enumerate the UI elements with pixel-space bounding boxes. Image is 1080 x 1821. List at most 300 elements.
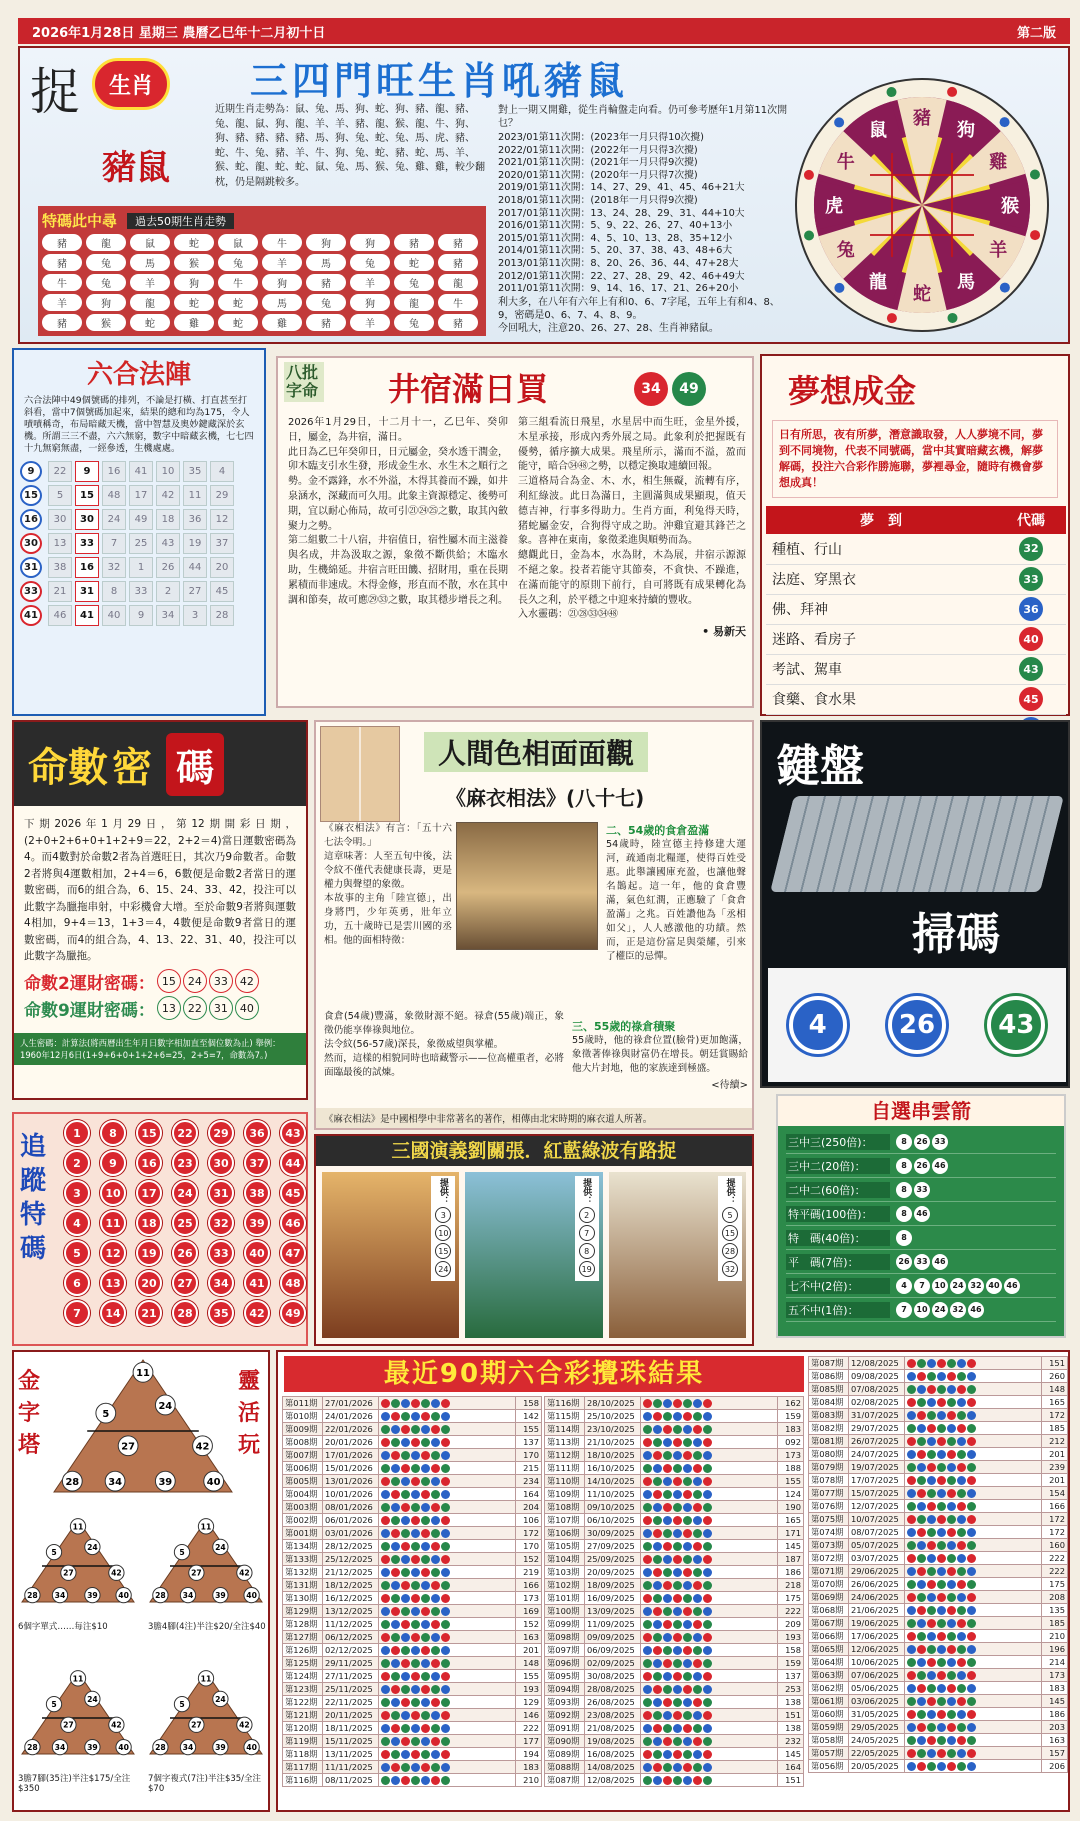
result-ball xyxy=(381,1763,390,1772)
draw-date: 22/05/2025 xyxy=(849,1747,905,1760)
draw-number: 第132期 xyxy=(283,1566,323,1579)
card-guan xyxy=(465,1172,602,1338)
magic-cell: 31 xyxy=(75,581,99,602)
draw-sum: 171 xyxy=(778,1527,804,1540)
result-ball xyxy=(927,1515,936,1524)
provided-number: 32 xyxy=(722,1261,738,1277)
result-ball xyxy=(431,1555,440,1564)
drawn-balls xyxy=(379,1410,516,1423)
combo-row xyxy=(786,1202,1056,1226)
result-ball xyxy=(957,1411,966,1420)
result-ball xyxy=(947,1645,956,1654)
magic-cell: 30 xyxy=(75,509,99,530)
draw-sum: 201 xyxy=(516,1644,542,1657)
result-ball xyxy=(957,1463,966,1472)
tracking-cell: 4 xyxy=(64,1210,90,1236)
wheel-label: 蛇 xyxy=(913,284,931,305)
result-ball xyxy=(907,1437,916,1446)
result-ball xyxy=(411,1464,420,1473)
result-ball xyxy=(917,1502,926,1511)
result-ball xyxy=(391,1516,400,1525)
drawn-balls xyxy=(379,1579,516,1592)
result-ball xyxy=(937,1554,946,1563)
tracking-cell: 6 xyxy=(64,1270,90,1296)
draw-date: 30/09/2025 xyxy=(585,1527,641,1540)
pyramid-caption-3: 3膽7腳(35注)半注$175/全注$350 xyxy=(18,1774,131,1794)
face-subtitle: 《麻衣相法》(八十七) xyxy=(446,786,645,810)
zodiac-cell: 羊 xyxy=(350,274,390,291)
result-ball xyxy=(927,1749,936,1758)
result-ball xyxy=(381,1698,390,1707)
result-row xyxy=(809,1656,1068,1669)
dream-intro: 日有所思，夜有所夢，潛意識取發，人人夢境不同，夢到不同境物，代表不同號碼，當中其實暗藏玄機，解夢解碼，投注六合彩作勝施聯，夢裡尋金，隨時有機會夢想成真！ xyxy=(772,420,1058,498)
result-ball xyxy=(937,1424,946,1433)
draw-date: 21/08/2025 xyxy=(585,1722,641,1735)
result-ball xyxy=(907,1762,916,1771)
result-ball xyxy=(401,1685,410,1694)
result-ball xyxy=(391,1568,400,1577)
zodiac-cell: 蛇 xyxy=(218,314,258,331)
result-ball xyxy=(683,1776,692,1785)
zodiac-trend-text: 近期生肖走勢為：鼠、兔、馬、狗、蛇、狗、豬、龍、豬、兔、龍、鼠、狗、龍、羊、羊、豬、龍、猴、龍、牛、狗、狗、豬、豬、豬、豬、馬、狗、兔、蛇、兔、馬、虎、豬、蛇、牛、兔、豬、羊、牛、狗、兔、蛇、豬、蛇、馬、羊、猴、蛇、龍、蛇、蛇、鼠、兔、馬、猴、兔、雞、雞，較少翻枕，仍是隔跳較多。 xyxy=(215,104,485,188)
draw-number: 第001期 xyxy=(283,1527,323,1540)
edition-label: 第二版 xyxy=(1016,25,1056,41)
result-ball xyxy=(927,1398,936,1407)
draw-sum: 210 xyxy=(516,1774,542,1787)
draw-sum: 165 xyxy=(1042,1396,1068,1409)
pyramid-number: 40 xyxy=(206,1476,221,1488)
result-row xyxy=(545,1735,804,1748)
result-ball xyxy=(381,1542,390,1551)
result-ball xyxy=(683,1399,692,1408)
result-row xyxy=(545,1748,804,1761)
result-ball xyxy=(957,1502,966,1511)
draw-number: 第129期 xyxy=(283,1605,323,1618)
result-ball xyxy=(693,1620,702,1629)
result-ball xyxy=(907,1398,916,1407)
result-ball xyxy=(703,1594,712,1603)
result-ball xyxy=(411,1516,420,1525)
draw-date: 19/06/2025 xyxy=(849,1617,905,1630)
result-ball xyxy=(391,1464,400,1473)
drawn-balls xyxy=(379,1553,516,1566)
result-ball xyxy=(643,1620,652,1629)
result-ball xyxy=(917,1697,926,1706)
dream-code-ball: 33 xyxy=(1019,567,1043,591)
result-ball xyxy=(907,1489,916,1498)
result-ball xyxy=(693,1555,702,1564)
draw-sum: 219 xyxy=(516,1566,542,1579)
dream-code-ball: 32 xyxy=(1019,537,1043,561)
result-ball xyxy=(673,1698,682,1707)
draw-number: 第083期 xyxy=(809,1409,849,1422)
face-b2: 54歲時，陸宣德主持修建大運河，疏通南北糧運，使得百姓受惠。此舉讓國庫充盈，也讓他聲名鵲起。這一年，他的食倉豐滿，氣色紅潤，正應驗了「食倉盈滿」之兆。百姓讚他為「丞相如父」，人人感激他的功績。然而，正是這份富足與榮耀，引來了權臣的忌憚。 xyxy=(606,839,746,962)
drawn-balls xyxy=(641,1605,778,1618)
draw-number: 第093期 xyxy=(545,1696,585,1709)
result-ball xyxy=(643,1412,652,1421)
result-ball xyxy=(927,1593,936,1602)
result-row xyxy=(283,1761,542,1774)
magic-cell: 44 xyxy=(183,557,207,578)
draw-sum: 209 xyxy=(778,1618,804,1631)
keyboard-ball-2: 26 xyxy=(888,996,946,1054)
result-ball xyxy=(937,1359,946,1368)
result-ball xyxy=(703,1425,712,1434)
drawn-balls xyxy=(641,1410,778,1423)
dream-code-ball: 36 xyxy=(1019,597,1043,621)
result-ball xyxy=(391,1672,400,1681)
draw-number: 第057期 xyxy=(809,1747,849,1760)
draw-number: 第003期 xyxy=(283,1501,323,1514)
draw-sum: 135 xyxy=(1042,1604,1068,1617)
drawn-balls xyxy=(905,1500,1042,1513)
drawn-balls xyxy=(905,1487,1042,1500)
draw-sum: 218 xyxy=(778,1579,804,1592)
result-ball xyxy=(401,1698,410,1707)
result-ball xyxy=(967,1645,976,1654)
provided-number: 24 xyxy=(435,1261,451,1277)
result-ball xyxy=(643,1646,652,1655)
result-ball xyxy=(957,1632,966,1641)
result-ball xyxy=(693,1594,702,1603)
result-ball xyxy=(411,1711,420,1720)
drawn-balls xyxy=(641,1475,778,1488)
magic-cell: 38 xyxy=(48,557,72,578)
result-ball xyxy=(917,1541,926,1550)
result-ball xyxy=(927,1723,936,1732)
drawn-balls xyxy=(379,1709,516,1722)
wheel-dot xyxy=(834,117,844,127)
keyboard-ball-1: 4 xyxy=(789,996,847,1054)
result-ball xyxy=(381,1776,390,1785)
portraits-icon xyxy=(320,726,400,822)
result-ball xyxy=(391,1451,400,1460)
result-ball xyxy=(703,1672,712,1681)
result-row xyxy=(809,1617,1068,1630)
zodiac-cell: 馬 xyxy=(262,294,302,311)
result-row xyxy=(283,1683,542,1696)
draw-number: 第087期 xyxy=(545,1774,585,1787)
draw-date: 12/06/2025 xyxy=(849,1643,905,1656)
result-ball xyxy=(967,1385,976,1394)
result-ball xyxy=(431,1399,440,1408)
fortune-tag: 八批字命 xyxy=(284,362,324,402)
result-ball xyxy=(673,1659,682,1668)
keyboard-title-1: 鍵盤 xyxy=(776,741,864,792)
result-ball xyxy=(431,1425,440,1434)
result-ball xyxy=(967,1437,976,1446)
tracking-cell: 18 xyxy=(136,1210,162,1236)
result-ball xyxy=(673,1529,682,1538)
draw-sum: 152 xyxy=(516,1618,542,1631)
result-ball xyxy=(703,1568,712,1577)
draw-number: 第107期 xyxy=(545,1514,585,1527)
result-ball xyxy=(917,1645,926,1654)
result-row xyxy=(545,1449,804,1462)
result-ball xyxy=(937,1398,946,1407)
tracking-cell: 7 xyxy=(64,1300,90,1326)
dream-item: 迷路、看房子 xyxy=(766,624,996,654)
draw-date: 07/06/2025 xyxy=(849,1669,905,1682)
draw-number: 第060期 xyxy=(809,1708,849,1721)
result-ball xyxy=(693,1529,702,1538)
tracking-cell: 8 xyxy=(100,1120,126,1146)
result-ball xyxy=(957,1736,966,1745)
draw-number: 第071期 xyxy=(809,1565,849,1578)
zodiac-pair: 豬鼠 xyxy=(102,148,170,188)
result-ball xyxy=(391,1776,400,1785)
result-ball xyxy=(937,1580,946,1589)
draw-date: 23/10/2025 xyxy=(585,1423,641,1436)
pyramid-number: 11 xyxy=(136,1368,150,1380)
wheel-dot xyxy=(1000,117,1010,127)
result-ball xyxy=(683,1542,692,1551)
result-ball xyxy=(421,1477,430,1486)
result-ball xyxy=(947,1398,956,1407)
result-ball xyxy=(643,1698,652,1707)
result-ball xyxy=(391,1425,400,1434)
draw-number: 第076期 xyxy=(809,1500,849,1513)
draw-number: 第098期 xyxy=(545,1631,585,1644)
result-ball xyxy=(673,1568,682,1577)
result-row xyxy=(809,1760,1068,1773)
drawn-balls xyxy=(905,1409,1042,1422)
magic-cell: 16 xyxy=(75,557,99,578)
tracking-cell: 10 xyxy=(100,1180,126,1206)
drawn-balls xyxy=(905,1630,1042,1643)
result-ball xyxy=(917,1424,926,1433)
draw-number: 第116期 xyxy=(283,1774,323,1787)
result-ball xyxy=(381,1516,390,1525)
wheel-dot xyxy=(804,170,814,180)
result-row xyxy=(545,1761,804,1774)
result-ball xyxy=(401,1581,410,1590)
draw-number: 第058期 xyxy=(809,1734,849,1747)
result-row xyxy=(283,1592,542,1605)
result-ball xyxy=(683,1516,692,1525)
result-ball xyxy=(967,1398,976,1407)
result-ball xyxy=(703,1516,712,1525)
wheel-label: 虎 xyxy=(825,196,843,217)
zodiac-grid-row xyxy=(42,254,482,271)
result-ball xyxy=(401,1594,410,1603)
result-ball xyxy=(937,1476,946,1485)
history-list xyxy=(498,132,788,335)
result-ball xyxy=(441,1607,450,1616)
zodiac-grid-row xyxy=(42,274,482,291)
pyramid-number: 27 xyxy=(121,1441,135,1453)
result-ball xyxy=(441,1425,450,1434)
draw-date: 17/06/2025 xyxy=(849,1630,905,1643)
draw-date: 10/01/2026 xyxy=(323,1488,379,1501)
magic-cell: 4 xyxy=(210,461,234,482)
pyramid-number: 11 xyxy=(72,1674,84,1684)
result-ball xyxy=(411,1425,420,1434)
result-ball xyxy=(907,1385,916,1394)
result-ball xyxy=(441,1711,450,1720)
destiny-label-9: 命數9運財密碼： xyxy=(24,1000,155,1021)
card-liu xyxy=(322,1172,459,1338)
result-ball xyxy=(381,1503,390,1512)
draw-date: 27/09/2025 xyxy=(585,1540,641,1553)
draw-date: 08/07/2025 xyxy=(849,1526,905,1539)
result-ball xyxy=(431,1542,440,1551)
result-row xyxy=(283,1579,542,1592)
result-ball xyxy=(683,1685,692,1694)
provided-number: 8 xyxy=(579,1243,595,1259)
combo-numbers xyxy=(896,1230,912,1246)
dream-code-cell xyxy=(996,684,1066,714)
draw-sum: 169 xyxy=(516,1605,542,1618)
result-ball xyxy=(937,1515,946,1524)
draw-sum: 201 xyxy=(1042,1448,1068,1461)
combo-row xyxy=(786,1130,1056,1154)
combo-ball: 32 xyxy=(968,1278,984,1294)
result-ball xyxy=(441,1724,450,1733)
face-b4: 55歲時，他的祿倉位置(臉骨)更加飽滿，象徵著俸祿與財富仍在增長。朝廷賞賜給他大片封地，他的家族達到極盛。 xyxy=(572,1035,748,1074)
result-ball xyxy=(381,1477,390,1486)
result-ball xyxy=(937,1411,946,1420)
drawn-balls xyxy=(641,1449,778,1462)
combo-ball: 8 xyxy=(896,1158,912,1174)
combo-label: 特平碼(100倍)： xyxy=(786,1206,890,1222)
result-ball xyxy=(381,1672,390,1681)
drawn-balls xyxy=(379,1722,516,1735)
result-ball xyxy=(927,1645,936,1654)
drawn-balls xyxy=(379,1605,516,1618)
result-ball xyxy=(401,1672,410,1681)
result-ball xyxy=(673,1607,682,1616)
result-ball xyxy=(683,1633,692,1642)
result-row xyxy=(809,1630,1068,1643)
combo-ball: 46 xyxy=(1004,1278,1020,1294)
draw-sum: 222 xyxy=(1042,1552,1068,1565)
zodiac-cell: 狗 xyxy=(262,274,302,291)
result-ball xyxy=(441,1594,450,1603)
result-ball xyxy=(411,1503,420,1512)
drawn-balls xyxy=(379,1488,516,1501)
result-ball xyxy=(967,1710,976,1719)
draw-date: 18/09/2025 xyxy=(585,1579,641,1592)
result-ball xyxy=(937,1619,946,1628)
draw-sum: 145 xyxy=(778,1540,804,1553)
result-ball xyxy=(947,1762,956,1771)
combo-label: 七不中(2倍)： xyxy=(786,1278,890,1294)
result-ball xyxy=(381,1685,390,1694)
history-row: 2015/01第11次開：4、5、10、13、28、35+12小 xyxy=(498,232,733,244)
result-ball xyxy=(643,1503,652,1512)
result-ball xyxy=(381,1620,390,1629)
face-title: 人間色相面面觀 xyxy=(424,732,648,772)
result-row xyxy=(809,1383,1068,1396)
result-ball xyxy=(957,1749,966,1758)
pyramid-number: 28 xyxy=(27,1743,38,1753)
result-ball xyxy=(927,1463,936,1472)
drawn-balls xyxy=(905,1383,1042,1396)
result-ball xyxy=(401,1568,410,1577)
draw-number: 第120期 xyxy=(283,1722,323,1735)
history-row: 2013/01第11次開：8、20、26、36、44、47+28大 xyxy=(498,257,739,269)
result-ball xyxy=(673,1646,682,1655)
combo-title: 自選串雲箭 xyxy=(778,1096,1064,1126)
result-ball xyxy=(917,1762,926,1771)
zodiac-cell: 猴 xyxy=(174,254,214,271)
combo-label: 特 碼(40倍)： xyxy=(786,1230,890,1246)
result-ball xyxy=(907,1476,916,1485)
drawn-balls xyxy=(641,1722,778,1735)
result-ball xyxy=(663,1594,672,1603)
result-row xyxy=(283,1475,542,1488)
result-ball xyxy=(927,1554,936,1563)
tracking-cell: 17 xyxy=(136,1180,162,1206)
dream-table xyxy=(766,506,1066,745)
result-ball xyxy=(663,1529,672,1538)
draw-sum: 138 xyxy=(778,1722,804,1735)
combo-ball: 33 xyxy=(914,1254,930,1270)
zodiac-cell: 兔 xyxy=(218,254,258,271)
result-row xyxy=(545,1462,804,1475)
fortune-ball-2: 49 xyxy=(672,372,706,406)
tracking-cell: 21 xyxy=(136,1300,162,1326)
result-ball xyxy=(683,1490,692,1499)
result-ball xyxy=(653,1490,662,1499)
magic-cell: 49 xyxy=(129,509,153,530)
result-ball xyxy=(947,1723,956,1732)
draw-date: 18/10/2025 xyxy=(585,1449,641,1462)
result-ball xyxy=(937,1463,946,1472)
result-ball xyxy=(917,1554,926,1563)
draw-sum: 222 xyxy=(778,1605,804,1618)
result-ball xyxy=(693,1711,702,1720)
result-ball xyxy=(653,1438,662,1447)
result-row xyxy=(809,1604,1068,1617)
provided-number: 5 xyxy=(722,1207,738,1223)
tracking-cell: 45 xyxy=(280,1180,306,1206)
result-row xyxy=(545,1514,804,1527)
magic-left-num: 33 xyxy=(20,581,42,602)
draw-number: 第087期 xyxy=(809,1357,849,1370)
zodiac-grid-title: 特碼此中尋 xyxy=(42,212,118,230)
result-ball xyxy=(683,1568,692,1577)
result-ball xyxy=(967,1762,976,1771)
result-row xyxy=(545,1527,804,1540)
result-ball xyxy=(441,1659,450,1668)
combo-row xyxy=(786,1274,1056,1298)
draw-sum: 092 xyxy=(778,1436,804,1449)
draw-sum: 208 xyxy=(1042,1591,1068,1604)
tracking-cell: 5 xyxy=(64,1240,90,1266)
draw-number: 第096期 xyxy=(545,1657,585,1670)
tracking-cell: 9 xyxy=(100,1150,126,1176)
draw-date: 24/01/2026 xyxy=(323,1410,379,1423)
combo-ball: 33 xyxy=(932,1134,948,1150)
result-ball xyxy=(381,1451,390,1460)
draw-sum: 154 xyxy=(1042,1487,1068,1500)
pyramid-number: 27 xyxy=(191,1568,202,1578)
result-ball xyxy=(917,1567,926,1576)
draw-number: 第109期 xyxy=(545,1488,585,1501)
result-row xyxy=(283,1644,542,1657)
result-ball xyxy=(937,1762,946,1771)
draw-number: 第084期 xyxy=(809,1396,849,1409)
result-row xyxy=(283,1501,542,1514)
magic-cell: 28 xyxy=(210,605,234,626)
drawn-balls xyxy=(641,1774,778,1787)
wheel-label: 豬 xyxy=(913,108,931,129)
draw-number: 第005期 xyxy=(283,1475,323,1488)
draw-sum: 222 xyxy=(1042,1565,1068,1578)
result-ball xyxy=(907,1671,916,1680)
